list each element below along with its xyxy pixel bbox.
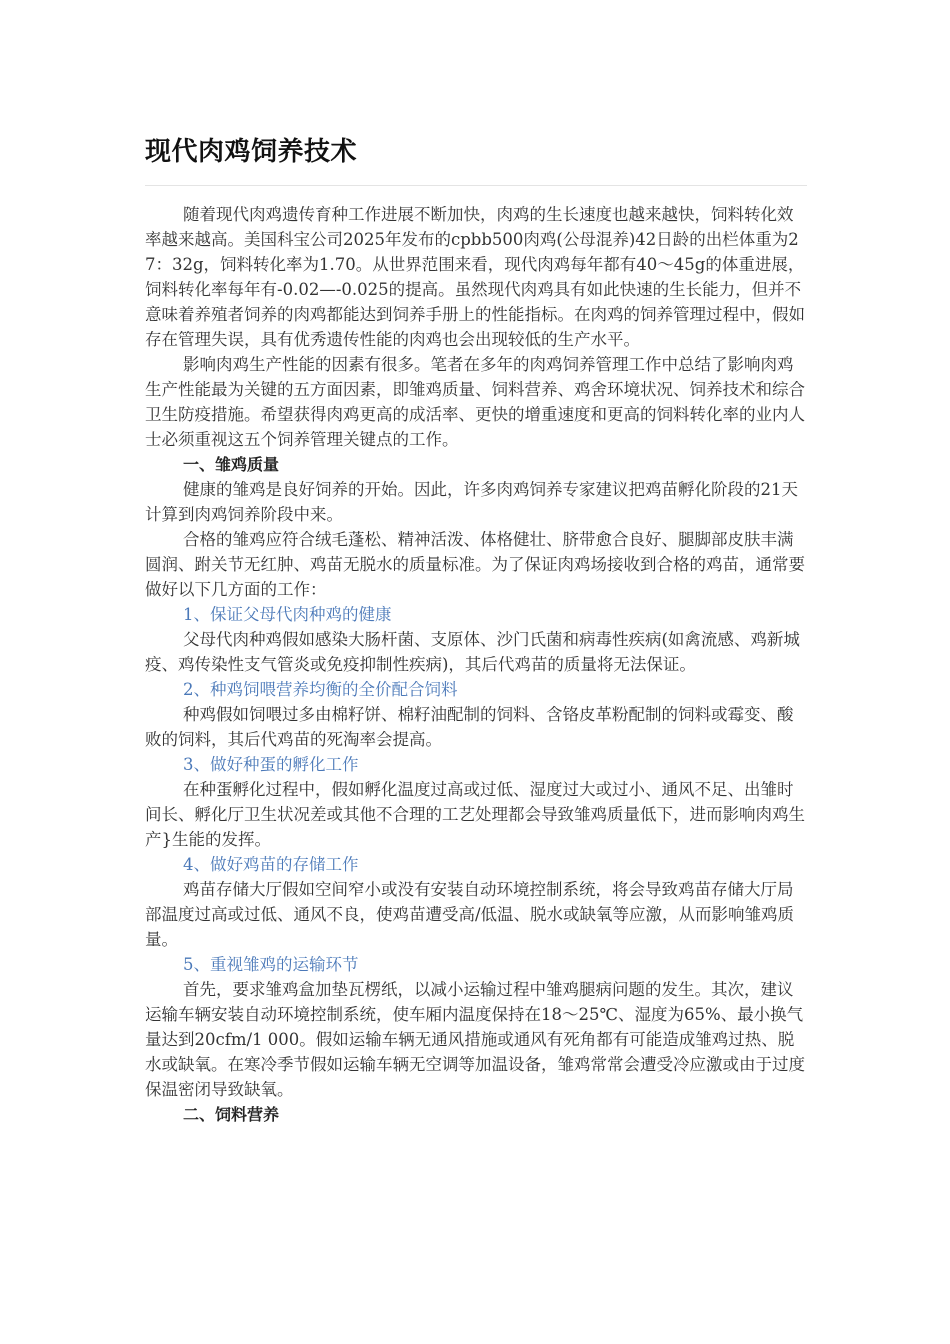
- paragraph-intro-1: 随着现代肉鸡遗传育种工作进展不断加快，肉鸡的生长速度也越来越快，饲料转化效率越来越高。美国科宝公司2025年发布的cpbb500肉鸡(公母混养)42日龄的出栏体重为2 7：32g，饲料转化率为1.70。从世界范围来看，现代肉鸡每年都有40～45g的体重进展，饲料转化率每年有-0.02—-0.025的提高。虽然现代肉鸡具有如此快速的生长能力，但并不意味着养殖者饲养的肉鸡都能达到饲养手册上的性能指标。在肉鸡的饲养管理过程中，假如存在管理失误，具有优秀遗传性能的肉鸡也会出现较低的生产水平。: [145, 205, 805, 349]
- paragraph-sub-4: 鸡苗存储大厅假如空间窄小或没有安装自动环境控制系统，将会导致鸡苗存储大厅局部温度过高或过低、通风不良，使鸡苗遭受高/低温、脱水或缺氧等应激，从而影响雏鸡质量。: [145, 880, 795, 949]
- paragraph-chick-standard: 合格的雏鸡应符合绒毛蓬松、精神活泼、体格健壮、脐带愈合良好、腿脚部皮肤丰满圆润、跗关节无红肿、鸡苗无脱水的质量标准。为了保证肉鸡场接收到合格的鸡苗，通常要做好以下几方面的工作：: [145, 530, 805, 599]
- paragraph-sub-5: 首先，要求雏鸡盒加垫瓦楞纸，以减小运输过程中雏鸡腿病问题的发生。其次，建议运输车辆安装自动环境控制系统，使车厢内温度保持在18～25℃、湿度为65%、最小换气量达到20cfm/1 000。假如运输车辆无通风措施或通风有死角都有可能造成雏鸡过热、脱水或缺氧。在寒冷季节假如运输车辆无空调等加温设备，雏鸡常常会遭受冷应激或由于过度保温密闭导致缺氧。: [145, 980, 805, 1099]
- page-title: 现代肉鸡饲养技术: [145, 137, 358, 167]
- paragraph-sub-3: 在种蛋孵化过程中，假如孵化温度过高或过低、湿度过大或过小、通风不足、出雏时间长、孵化厅卫生状况差或其他不合理的工艺处理都会导致雏鸡质量低下，进而影响肉鸡生产}生能的发挥。: [145, 780, 805, 849]
- subheading-4: 4、做好鸡苗的存储工作: [183, 855, 359, 874]
- subheading-5: 5、重视雏鸡的运输环节: [183, 955, 359, 974]
- section-heading-2: 二、饲料营养: [183, 1105, 280, 1124]
- paragraph-sub-2: 种鸡假如饲喂过多由棉籽饼、棉籽油配制的饲料、含铬皮革粉配制的饲料或霉变、酸败的饲料，其后代鸡苗的死淘率会提高。: [145, 705, 794, 749]
- subheading-1: 1、保证父母代肉种鸡的健康: [183, 605, 392, 624]
- subheading-2: 2、种鸡饲喂营养均衡的全价配合饲料: [183, 680, 458, 699]
- subheading-3: 3、做好种蛋的孵化工作: [183, 755, 359, 774]
- section-heading-1: 一、雏鸡质量: [183, 455, 280, 474]
- paragraph-sub-1: 父母代肉种鸡假如感染大肠杆菌、支原体、沙门氏菌和病毒性疾病(如禽流感、鸡新城疫、鸡传染性支气管炎或免疫抑制性疾病)，其后代鸡苗的质量将无法保证。: [145, 630, 800, 674]
- paragraph-chick-health: 健康的雏鸡是良好饲养的开始。因此，许多肉鸡饲养专家建议把鸡苗孵化阶段的21天计算到肉鸡饲养阶段中来。: [145, 480, 798, 524]
- document-body: [145, 202, 807, 1127]
- document-page: [145, 0, 807, 1127]
- title-divider: [145, 185, 807, 186]
- paragraph-intro-2: 影响肉鸡生产性能的因素有很多。笔者在多年的肉鸡饲养管理工作中总结了影响肉鸡生产性能最为关键的五方面因素，即雏鸡质量、饲料营养、鸡舍环境状况、饲养技术和综合卫生防疫措施。希望获得肉鸡更高的成活率、更快的增重速度和更高的饲料转化率的业内人士必须重视这五个饲养管理关键点的工作。: [145, 355, 805, 449]
